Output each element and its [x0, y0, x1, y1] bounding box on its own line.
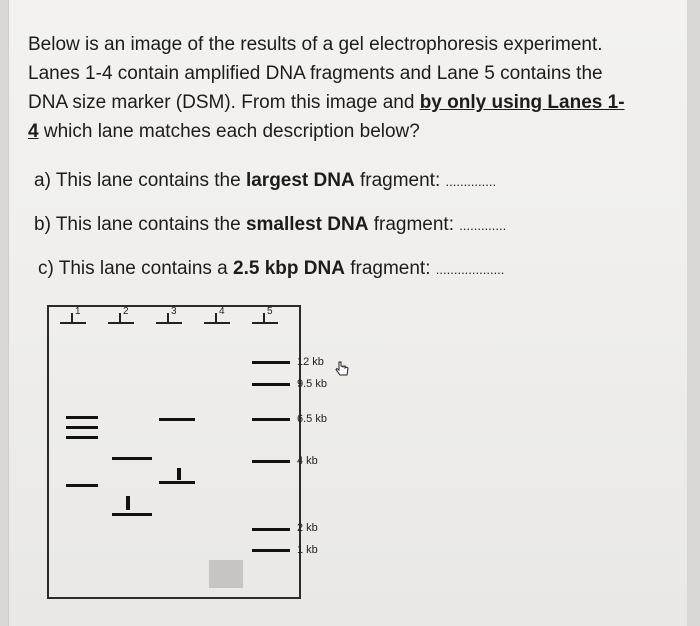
lane-number-1: 1 [75, 306, 81, 317]
band-lane2-a [112, 457, 152, 460]
band-lane3-b [159, 481, 195, 484]
marker-label-1kb: 1 kb [297, 544, 318, 556]
emphasis-lanes: by only using Lanes 1- [419, 92, 625, 113]
gel-image [47, 305, 301, 599]
question-line-1: Below is an image of the results of a gel electrophoresis experiment. [28, 34, 603, 55]
band-lane2-streak [126, 496, 130, 510]
band-marker-2kb [252, 528, 290, 531]
hand-cursor-icon [333, 360, 351, 378]
band-lane2-b [112, 513, 152, 516]
marker-label-12kb: 12 kb [297, 356, 324, 368]
well-lane-1 [60, 313, 86, 327]
lane-number-2: 2 [123, 306, 129, 317]
band-marker-9-5kb [252, 383, 290, 386]
band-lane1-a [66, 416, 98, 419]
question-text [28, 30, 668, 146]
answer-blank-b[interactable]: ............. [459, 218, 507, 233]
band-marker-4kb [252, 460, 290, 463]
lane-number-3: 3 [171, 306, 177, 317]
band-lane3-a [159, 418, 195, 421]
gel-shadow-artifact [209, 560, 243, 588]
question-line-3: DNA size marker (DSM). From this image and by only using Lanes 1- [28, 92, 625, 113]
band-lane1-d [66, 484, 98, 487]
marker-label-4kb: 4 kb [297, 455, 318, 467]
lane-number-5: 5 [267, 306, 273, 317]
well-lane-2 [108, 313, 134, 327]
marker-label-6-5kb: 6.5 kb [297, 413, 327, 425]
question-line-2: Lanes 1-4 contain amplified DNA fragments and Lane 5 contains the [28, 63, 603, 84]
well-lane-5 [252, 313, 278, 327]
answer-blank-c[interactable]: ................... [435, 262, 505, 277]
band-marker-12kb [252, 361, 290, 364]
band-marker-6-5kb [252, 418, 290, 421]
answer-blank-a[interactable]: .............. [445, 174, 497, 189]
band-lane1-b [66, 426, 98, 429]
option-a: a) This lane contains the largest DNA fragment: .............. [34, 170, 497, 191]
well-lane-4 [204, 313, 230, 327]
lane-number-4: 4 [219, 306, 225, 317]
question-line-4: 4 which lane matches each description below? [28, 121, 420, 142]
option-b: b) This lane contains the smallest DNA fragment: ............. [34, 214, 507, 235]
well-lane-3 [156, 313, 182, 327]
band-lane1-c [66, 436, 98, 439]
marker-label-9-5kb: 9.5 kb [297, 378, 327, 390]
marker-label-2kb: 2 kb [297, 522, 318, 534]
band-marker-1kb [252, 549, 290, 552]
option-c: c) This lane contains a 2.5 kbp DNA fragment: ................... [38, 258, 505, 279]
band-lane3-streak [177, 468, 181, 480]
